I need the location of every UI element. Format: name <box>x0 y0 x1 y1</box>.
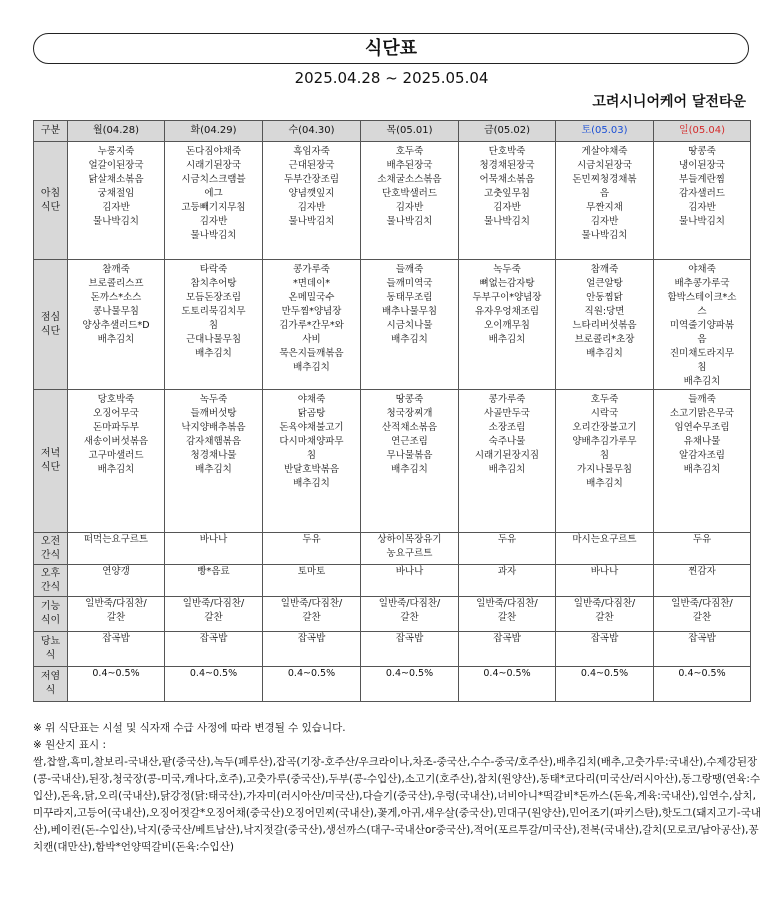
menu-item: 김자반 <box>199 216 228 227</box>
menu-item: 땅콩죽 <box>688 146 716 157</box>
menu-item: 침 <box>697 362 707 373</box>
menu-item: 참깨죽 <box>102 264 130 275</box>
row-label-line: 식이 <box>40 615 61 626</box>
menu-item: 배추김치 <box>97 464 135 475</box>
menu-item: 미역줄기양파볶 <box>669 320 735 331</box>
menu-item: 닭곰탕 <box>297 408 326 419</box>
menu-item: 감자채햄볶음 <box>185 436 242 447</box>
organization-name: 고려시니어케어 달전타운 <box>592 94 746 110</box>
menu-item: 닭살채소볶음 <box>88 174 144 185</box>
menu-item: 시금치된장국 <box>576 160 633 171</box>
menu-item: 사골만두국 <box>484 408 530 419</box>
menu-item: 호두죽 <box>395 146 424 157</box>
menu-item: 김자반 <box>688 202 716 213</box>
menu-item: 갈찬 <box>595 612 614 623</box>
menu-item: 김자반 <box>493 202 521 213</box>
menu-cell <box>361 390 459 533</box>
menu-item: 동태무조림 <box>386 292 433 303</box>
menu-item: 배추김치 <box>488 464 526 475</box>
row-label <box>34 142 68 260</box>
menu-item: 시금치나물 <box>386 320 433 331</box>
menu-cell <box>263 142 361 260</box>
menu-item: 땅콩죽 <box>395 394 424 405</box>
menu-item: 바나나 <box>395 566 424 577</box>
menu-item: 배추김치 <box>293 362 330 373</box>
menu-item: 궁채절임 <box>97 188 135 199</box>
menu-cell <box>263 260 361 390</box>
menu-item: 0.4~0.5% <box>385 668 434 679</box>
menu-cell <box>361 142 459 260</box>
menu-item: 유채나물 <box>683 436 721 447</box>
day-header: 목(05.01) <box>361 121 459 142</box>
menu-item: 콩나물무침 <box>93 306 139 317</box>
row-label-line: 식 <box>45 650 56 661</box>
menu-item: 두유 <box>302 534 321 545</box>
menu-cell <box>361 632 459 667</box>
menu-item: 물나박김치 <box>386 216 433 227</box>
menu-cell <box>165 667 263 702</box>
menu-item: 직원:당면 <box>584 306 625 317</box>
menu-item: 배추김치 <box>97 334 135 345</box>
menu-item: 바나나 <box>199 534 228 545</box>
menu-item: 잡곡밥 <box>199 633 228 644</box>
menu-item: 시금치스크램블 <box>181 174 246 185</box>
menu-cell <box>459 142 556 260</box>
menu-item: 청국장찌개 <box>386 408 433 419</box>
menu-item: 배추김치 <box>391 464 428 475</box>
menu-cell <box>165 597 263 632</box>
day-header: 일(05.04) <box>654 121 751 142</box>
menu-cell <box>361 260 459 390</box>
menu-item: 0.4~0.5% <box>287 668 336 679</box>
menu-item: 감자샐러드 <box>679 188 725 199</box>
menu-item: 새송이버섯볶음 <box>83 436 149 447</box>
menu-item: 시락국 <box>590 408 619 419</box>
menu-item: 느타리버섯볶음 <box>572 320 637 331</box>
menu-item: 들깨버섯탕 <box>190 408 237 419</box>
menu-cell <box>654 597 751 632</box>
menu-cell <box>459 260 556 390</box>
row-label-line: 식단 <box>40 201 61 213</box>
menu-item: 호두죽 <box>590 394 619 405</box>
notes <box>33 720 763 856</box>
menu-cell <box>68 533 165 565</box>
menu-item: 잡곡밥 <box>590 633 619 644</box>
menu-item: 일반죽/다짐찬/ <box>182 598 245 609</box>
row-label-line: 간식 <box>40 581 61 593</box>
menu-item: 잡곡밥 <box>493 633 521 644</box>
menu-item: 다시마채양파무 <box>279 436 344 447</box>
menu-item: 갈찬 <box>497 612 517 623</box>
menu-item: 찐감자 <box>688 566 716 577</box>
menu-item: 0.4~0.5% <box>580 668 629 679</box>
menu-item: 얼갈이된장국 <box>88 160 144 171</box>
menu-cell <box>68 597 165 632</box>
menu-cell <box>68 632 165 667</box>
date-range: 2025.04.28 ~ 2025.05.04 <box>294 69 489 87</box>
menu-item: 돈다짐야채죽 <box>185 146 242 157</box>
menu-item: 게살야채죽 <box>581 146 628 157</box>
menu-cell <box>68 142 165 260</box>
menu-item: 두유 <box>497 534 517 545</box>
menu-item: 일반죽/다짐찬/ <box>280 598 343 609</box>
menu-cell <box>361 597 459 632</box>
menu-item: 들깨죽 <box>395 264 424 275</box>
row-label-line: 당뇨 <box>40 636 61 647</box>
menu-item: 상하이목장유기 <box>377 534 442 545</box>
menu-cell <box>654 667 751 702</box>
menu-item: 에그 <box>204 188 223 199</box>
menu-item: 물나박김치 <box>679 216 725 227</box>
row-label <box>34 565 68 597</box>
menu-item: 임연수무조림 <box>674 422 730 433</box>
menu-cell <box>556 142 654 260</box>
menu-item: 고춧잎무침 <box>484 188 530 199</box>
menu-item: 안동찜닭 <box>586 292 623 303</box>
menu-item: *면데이* <box>292 278 331 289</box>
menu-item: 청경채된장국 <box>479 160 535 171</box>
menu-item: 돈민찌청경채볶 <box>572 174 637 185</box>
menu-cell <box>459 597 556 632</box>
menu-item: 참깨죽 <box>590 264 619 275</box>
row-label <box>34 260 68 390</box>
menu-item: 0.4~0.5% <box>483 668 531 679</box>
menu-item: 배추김치 <box>195 464 232 475</box>
menu-item: 일반죽/다짐찬/ <box>378 598 441 609</box>
diabetic-row <box>34 632 751 667</box>
menu-cell <box>556 565 654 597</box>
menu-item: 고등빼기지무침 <box>181 202 246 213</box>
menu-item: 배추김치 <box>195 348 232 359</box>
menu-cell <box>556 632 654 667</box>
menu-item: 부들계란찜 <box>679 174 725 185</box>
menu-item: 일반죽/다짐찬/ <box>671 598 733 609</box>
menu-item: 배추김치 <box>293 478 330 489</box>
row-label <box>34 667 68 702</box>
menu-table <box>33 120 751 702</box>
menu-item: 오리간장불고기 <box>572 422 637 433</box>
menu-item: 콩가루죽 <box>293 264 330 275</box>
day-header: 토(05.03) <box>556 121 654 142</box>
menu-item: 진미채도라지무 <box>669 348 735 359</box>
menu-item: 양념깻잎지 <box>288 188 335 199</box>
menu-item: 배추김치 <box>683 376 721 387</box>
lunch-row <box>34 260 751 390</box>
category-header: 구분 <box>34 121 68 142</box>
menu-item: 농요구르트 <box>386 548 433 559</box>
menu-item: 유자우엉채조림 <box>474 306 540 317</box>
menu-item: 배추김치 <box>488 334 526 345</box>
menu-cell <box>654 632 751 667</box>
menu-item: 음 <box>599 188 610 199</box>
menu-item: 마시는요구르트 <box>572 534 637 545</box>
menu-cell <box>165 260 263 390</box>
page-title: 식단표 <box>33 33 749 64</box>
am-snack-row <box>34 533 751 565</box>
menu-item: 잡곡밥 <box>102 633 130 644</box>
menu-item: 돈육야채불고기 <box>279 422 344 433</box>
menu-item: 잡곡밥 <box>688 633 716 644</box>
row-label-line: 아침 <box>40 187 61 199</box>
menu-item: 타락죽 <box>199 264 228 275</box>
row-label <box>34 533 68 565</box>
menu-item: 사비 <box>302 334 321 345</box>
menu-item: 침 <box>306 450 317 461</box>
menu-item: 스 <box>697 306 707 317</box>
menu-cell <box>459 565 556 597</box>
menu-item: 참치추어탕 <box>190 278 237 289</box>
menu-item: 알감자조림 <box>679 450 725 461</box>
menu-item: 어묵채소볶음 <box>479 174 535 185</box>
pm-snack-row <box>34 565 751 597</box>
menu-item: 온메밀국수 <box>288 292 335 303</box>
menu-item: 소장조림 <box>488 422 526 433</box>
row-label <box>34 597 68 632</box>
menu-item: 두부간장조림 <box>283 174 340 185</box>
menu-item: 도토리묵김치무 <box>181 306 246 317</box>
menu-item: 소채굴소스볶음 <box>377 174 442 185</box>
breakfast-row <box>34 142 751 260</box>
menu-item: 연근조림 <box>391 436 428 447</box>
menu-item: 얼큰알탕 <box>586 278 623 289</box>
menu-cell <box>361 533 459 565</box>
menu-item: 물나박김치 <box>581 230 628 241</box>
menu-item: 무짠지채 <box>586 202 623 213</box>
menu-item: 시래기된장지짐 <box>474 450 540 461</box>
menu-item: 야채죽 <box>688 264 716 275</box>
menu-item: 갈찬 <box>106 612 126 623</box>
menu-item: 숙주나물 <box>488 436 526 447</box>
row-label-line: 식단 <box>40 325 61 337</box>
menu-item: 일반죽/다짐찬/ <box>476 598 538 609</box>
menu-item: 근대된장국 <box>288 160 335 171</box>
menu-item: 오징어무국 <box>93 408 139 419</box>
menu-cell <box>68 565 165 597</box>
low-salt-row <box>34 667 751 702</box>
menu-item: 연양갱 <box>102 566 130 577</box>
menu-item: 배추된장국 <box>386 160 433 171</box>
menu-item: 무나물볶음 <box>386 450 433 461</box>
menu-item: 잡곡밥 <box>395 633 424 644</box>
menu-item: 김자반 <box>297 202 326 213</box>
day-header: 금(05.02) <box>459 121 556 142</box>
menu-item: 배추김치 <box>683 464 721 475</box>
row-label-line: 저녁 <box>40 448 61 459</box>
menu-item: 김가루*간무*와 <box>279 320 344 331</box>
row-label-line: 오후 <box>40 567 61 579</box>
menu-item: 일반죽/다짐찬/ <box>85 598 147 609</box>
menu-item: 들깨미역국 <box>386 278 433 289</box>
menu-cell <box>361 565 459 597</box>
row-label-line: 오전 <box>40 535 61 547</box>
menu-item: 시래기된장국 <box>185 160 242 171</box>
menu-cell <box>361 667 459 702</box>
menu-item: 갈찬 <box>692 612 712 623</box>
menu-item: 빵*음료 <box>197 566 230 577</box>
menu-item: 음 <box>697 334 707 345</box>
row-label-line: 기능 <box>40 601 61 612</box>
row-label-line: 점심 <box>40 311 61 323</box>
menu-cell <box>459 390 556 533</box>
menu-item: 두부구이*양념장 <box>472 292 542 303</box>
row-label-line: 식 <box>45 685 56 696</box>
menu-item: 낙지양배추볶음 <box>181 422 246 433</box>
header-row <box>34 121 751 142</box>
origin-heading: ※ 원산지 표시 : <box>33 739 107 751</box>
menu-item: 뼈없는감자탕 <box>479 278 535 289</box>
row-label <box>34 632 68 667</box>
menu-item: 묵은지들깨볶음 <box>279 348 344 359</box>
menu-cell <box>654 142 751 260</box>
change-notice: ※ 위 식단표는 시설 및 식자재 수급 사정에 따라 변경될 수 있습니다. <box>33 722 346 734</box>
menu-item: 녹두죽 <box>493 264 521 275</box>
menu-cell <box>556 260 654 390</box>
menu-item: 모듬돈장조림 <box>185 292 242 303</box>
menu-item: 흑임자죽 <box>293 146 330 157</box>
menu-cell <box>556 597 654 632</box>
menu-item: 냉이된장국 <box>679 160 725 171</box>
menu-item: 누룽지죽 <box>97 146 135 157</box>
row-label-line: 식단 <box>40 462 61 473</box>
menu-item: 만두찜*양념장 <box>281 306 342 317</box>
menu-item: 브로콜리스프 <box>88 278 144 289</box>
menu-cell <box>165 390 263 533</box>
menu-item: 잡곡밥 <box>297 633 326 644</box>
menu-item: 김자반 <box>590 216 619 227</box>
menu-item: 반달호박볶음 <box>283 464 340 475</box>
menu-item: 돈마파두부 <box>93 422 139 433</box>
menu-item: 배추나물무침 <box>381 306 438 317</box>
menu-item: 물나박김치 <box>288 216 335 227</box>
menu-item: 물나박김치 <box>190 230 237 241</box>
menu-cell <box>68 260 165 390</box>
menu-cell <box>654 533 751 565</box>
menu-item: 침 <box>599 450 610 461</box>
menu-item: 0.4~0.5% <box>189 668 238 679</box>
menu-cell <box>263 667 361 702</box>
menu-item: 야채죽 <box>297 394 326 405</box>
menu-cell <box>459 533 556 565</box>
menu-item: 배추김치 <box>391 334 428 345</box>
menu-item: 녹두죽 <box>199 394 228 405</box>
menu-cell <box>165 632 263 667</box>
menu-cell <box>263 597 361 632</box>
menu-item: 배추김치 <box>586 348 623 359</box>
menu-item: 김자반 <box>395 202 424 213</box>
menu-item: 0.4~0.5% <box>92 668 140 679</box>
menu-item: 당호박죽 <box>97 394 135 405</box>
row-label <box>34 390 68 533</box>
menu-item: 배추콩가루국 <box>674 278 730 289</box>
menu-cell <box>263 565 361 597</box>
menu-item: 함박스테이크*소 <box>667 292 737 303</box>
menu-item: 갈찬 <box>204 612 223 623</box>
menu-cell <box>263 390 361 533</box>
menu-item: 두유 <box>692 534 712 545</box>
menu-item: 일반죽/다짐찬/ <box>573 598 636 609</box>
menu-item: 갈찬 <box>302 612 321 623</box>
menu-item: 단호박샐러드 <box>381 188 438 199</box>
row-label-line: 간식 <box>40 549 61 561</box>
functional-row <box>34 597 751 632</box>
menu-item: 침 <box>208 320 219 331</box>
menu-cell <box>68 667 165 702</box>
menu-item: 들깨죽 <box>688 394 716 405</box>
menu-cell <box>165 533 263 565</box>
menu-item: 청경채나물 <box>190 450 237 461</box>
menu-item: 토마토 <box>297 566 326 577</box>
menu-item: 갈찬 <box>400 612 419 623</box>
menu-item: 양상추샐러드*D <box>82 320 150 331</box>
row-label-line: 저염 <box>40 671 61 682</box>
menu-cell <box>556 390 654 533</box>
dinner-row <box>34 390 751 533</box>
menu-item: 가지나물무침 <box>576 464 633 475</box>
menu-cell <box>263 632 361 667</box>
menu-cell <box>654 390 751 533</box>
menu-item: 배추김치 <box>586 478 623 489</box>
menu-cell <box>68 390 165 533</box>
day-header: 월(04.28) <box>68 121 165 142</box>
menu-item: 돈까스*소스 <box>90 292 142 303</box>
menu-item: 고구마샐러드 <box>88 450 144 461</box>
origin-text: 쌀,찹쌀,흑미,찰보리-국내산,팥(중국산),녹두(페루산),잡곡(기장-호주산/우크라이나,차조-중국산,수수-중국/호주산),배추김치(배추,고춧가루:국내산),수제강된장(콩-국내산),된장,청국장(콩-미국,캐나다,호주),고춧가루(중국산),두부(콩-수입산),소고기(호주산),참치(원양산),동태*코다리(미국산/러시아산),동그랑땡(연육:수입산),돈육,닭,오리(국내산),닭강정(닭:태국산),가자미(러시아산/미국산),다슬기(중국산),우렁(국내산),너비아니*떡갈비*돈까스(돈육,계육:국내산),임연수,삼치,미꾸라지,고등어(국내산),오징어젓갈*오징어채(중국산)오징어민찌(국내산),꽃게,아귀,새우살(중국산),민대구(원양산),민어조기(파키스탄),핫도그(돼지고기-국내산),베이컨(돈-수입산),낙지(중국산/베트남산),낙지젓갈(중국산),생선까스(대구-국내산or중국산),적어(포르투갈/미국산),전복(국내산),갈치(모로코/남아공산),꽁치캔(대만산),함박*언양떡갈비(돈육:수입산) <box>33 756 762 853</box>
menu-item: 떠먹는요구르트 <box>83 534 149 545</box>
menu-cell <box>165 142 263 260</box>
menu-item: 양배추김가루무 <box>572 436 637 447</box>
menu-cell <box>459 632 556 667</box>
menu-item: 근대나물무침 <box>185 334 242 345</box>
menu-item: 물나박김치 <box>93 216 139 227</box>
menu-item: 0.4~0.5% <box>678 668 726 679</box>
menu-item: 소고기맑은무국 <box>669 408 735 419</box>
menu-item: 물나박김치 <box>484 216 530 227</box>
menu-cell <box>654 260 751 390</box>
menu-item: 단호박죽 <box>488 146 526 157</box>
menu-item: 김자반 <box>102 202 130 213</box>
menu-item: 산적채소볶음 <box>381 422 438 433</box>
menu-cell <box>556 533 654 565</box>
menu-cell <box>459 667 556 702</box>
menu-cell <box>165 565 263 597</box>
day-header: 수(04.30) <box>263 121 361 142</box>
menu-item: 바나나 <box>590 566 619 577</box>
menu-item: 브로콜리*초장 <box>574 334 635 345</box>
menu-cell <box>263 533 361 565</box>
menu-item: 콩가루죽 <box>488 394 526 405</box>
menu-item: 과자 <box>497 566 517 577</box>
menu-cell <box>654 565 751 597</box>
menu-cell <box>556 667 654 702</box>
day-header: 화(04.29) <box>165 121 263 142</box>
menu-item: 오이깨무침 <box>484 320 530 331</box>
